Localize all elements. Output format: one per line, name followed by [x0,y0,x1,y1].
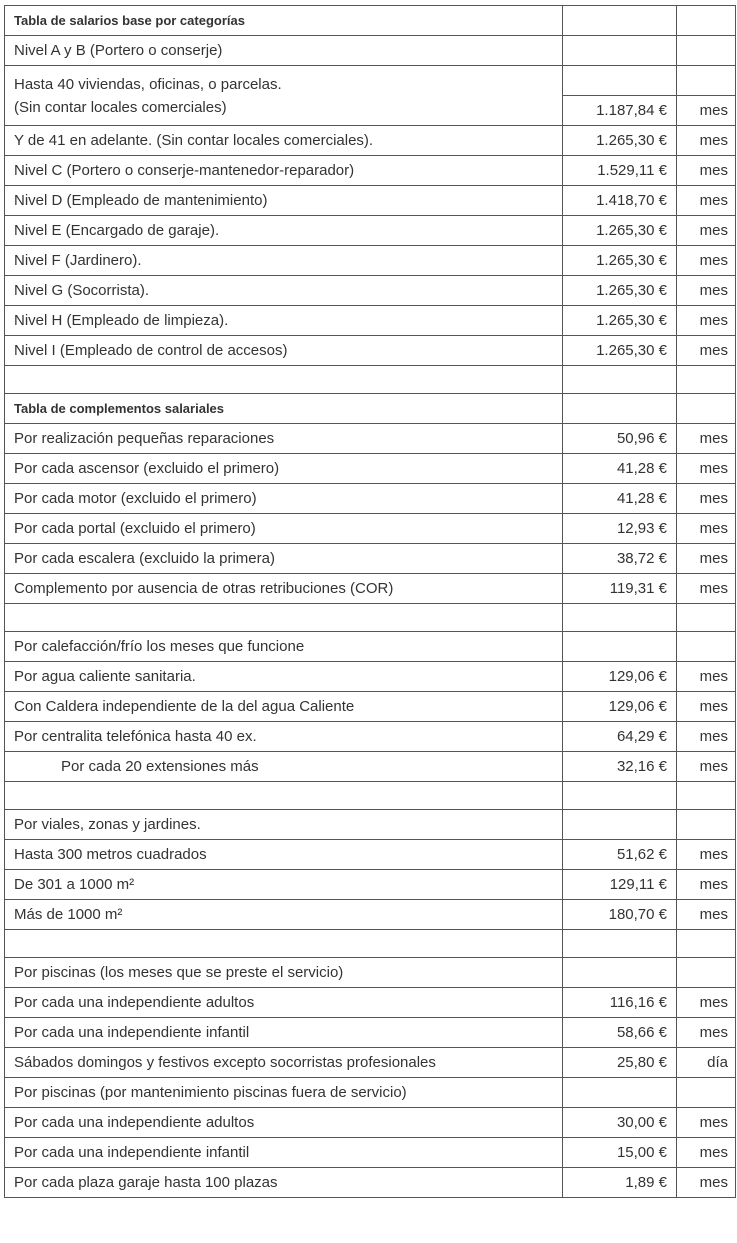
table-row [5,958,736,988]
table-row [5,988,736,1018]
row-label [5,604,563,632]
row-label: Nivel D (Empleado de mantenimiento) [5,186,563,216]
unit-cell: mes [677,424,736,454]
row-label: Por centralita telefónica hasta 40 ex. [5,722,563,752]
amount-cell: 1,89 € [563,1168,677,1198]
amount-cell: 41,28 € [563,484,677,514]
row-label: Por viales, zonas y jardines. [5,810,563,840]
unit-cell: mes [677,1018,736,1048]
row-label: Por piscinas (por mantenimiento piscinas fuera de servicio) [5,1078,563,1108]
unit-cell: mes [677,96,736,126]
amount-cell: 1.265,30 € [563,336,677,366]
amount-cell [563,394,677,424]
amount-cell: 51,62 € [563,840,677,870]
unit-cell: mes [677,484,736,514]
row-label: De 301 a 1000 m² [5,870,563,900]
section-header-row [5,6,736,36]
row-label: Por cada 20 extensiones más [5,752,563,782]
row-label: Hasta 300 metros cuadrados [5,840,563,870]
row-label: Por cada escalera (excluido la primera) [5,544,563,574]
unit-cell: mes [677,1168,736,1198]
table-row [5,1078,736,1108]
table-row [5,752,736,782]
amount-cell [563,782,677,810]
unit-cell [677,604,736,632]
amount-cell [563,958,677,988]
unit-cell: mes [677,544,736,574]
unit-cell: mes [677,900,736,930]
table-row [5,126,736,156]
unit-cell: mes [677,454,736,484]
table-row [5,900,736,930]
amount-cell: 1.529,11 € [563,156,677,186]
amount-cell [563,6,677,36]
table-row [5,1138,736,1168]
table-row [5,692,736,722]
row-label: Por cada motor (excluido el primero) [5,484,563,514]
amount-cell: 58,66 € [563,1018,677,1048]
spacer-row [5,782,736,810]
unit-cell: mes [677,574,736,604]
table-row [5,722,736,752]
row-label: Nivel G (Socorrista). [5,276,563,306]
row-label: Por calefacción/frío los meses que funcione [5,632,563,662]
row-label: Con Caldera independiente de la del agua Caliente [5,692,563,722]
table-row [5,662,736,692]
row-label: Por cada ascensor (excluido el primero) [5,454,563,484]
amount-cell [563,604,677,632]
unit-cell [677,1078,736,1108]
spacer-row [5,604,736,632]
row-label: Por cada una independiente infantil [5,1138,563,1168]
salary-table [4,5,736,1198]
unit-cell: mes [677,276,736,306]
unit-cell: mes [677,156,736,186]
table-row [5,574,736,604]
amount-cell: 15,00 € [563,1138,677,1168]
row-label-line: Hasta 40 viviendas, oficinas, o parcelas. [14,75,282,93]
table-row [5,1048,736,1078]
amount-cell: 1.265,30 € [563,306,677,336]
amount-cell: 1.418,70 € [563,186,677,216]
unit-cell: día [677,1048,736,1078]
row-label: Por cada una independiente adultos [5,988,563,1018]
row-label: Nivel C (Portero o conserje-mantenedor-reparador) [5,156,563,186]
unit-cell: mes [677,336,736,366]
amount-cell [563,366,677,394]
amount-cell: 38,72 € [563,544,677,574]
table-row [5,544,736,574]
table-row [5,1108,736,1138]
table-row [5,216,736,246]
amount-cell [563,36,677,66]
unit-cell: mes [677,870,736,900]
amount-cell: 1.187,84 € [563,96,677,126]
table-row [5,484,736,514]
unit-cell: mes [677,186,736,216]
unit-cell [677,632,736,662]
amount-cell [563,810,677,840]
unit-cell [677,366,736,394]
unit-cell: mes [677,216,736,246]
row-label: Nivel I (Empleado de control de accesos) [5,336,563,366]
amount-cell: 32,16 € [563,752,677,782]
row-label [5,782,563,810]
unit-cell [677,930,736,958]
amount-cell: 1.265,30 € [563,276,677,306]
table-row [5,336,736,366]
amount-cell: 12,93 € [563,514,677,544]
table-row [5,840,736,870]
table-row [5,246,736,276]
table-row [5,1018,736,1048]
row-label: Más de 1000 m² [5,900,563,930]
section-header-row [5,394,736,424]
amount-cell: 41,28 € [563,454,677,484]
unit-cell: mes [677,514,736,544]
unit-cell [677,958,736,988]
unit-cell [677,66,736,96]
table-row [5,870,736,900]
row-label: Nivel A y B (Portero o conserje) [5,36,563,66]
table-row [5,514,736,544]
amount-cell: 116,16 € [563,988,677,1018]
amount-cell [563,930,677,958]
table-row [5,810,736,840]
spacer-row [5,366,736,394]
row-label: Tabla de complementos salariales [5,394,563,424]
unit-cell [677,394,736,424]
unit-cell: mes [677,1138,736,1168]
row-label: Y de 41 en adelante. (Sin contar locales comerciales). [5,126,563,156]
row-label: Por cada una independiente adultos [5,1108,563,1138]
table-row [5,632,736,662]
amount-cell: 129,11 € [563,870,677,900]
table-row [5,454,736,484]
unit-cell [677,782,736,810]
unit-cell: mes [677,306,736,336]
table-row [5,156,736,186]
amount-cell: 129,06 € [563,692,677,722]
row-label: Por piscinas (los meses que se preste el servicio) [5,958,563,988]
row-label-line: (Sin contar locales comerciales) [14,98,227,116]
amount-cell: 30,00 € [563,1108,677,1138]
table-row [5,36,736,66]
row-label: Tabla de salarios base por categorías [5,6,563,36]
row-label: Por cada plaza garaje hasta 100 plazas [5,1168,563,1198]
row-label: Nivel F (Jardinero). [5,246,563,276]
amount-cell: 180,70 € [563,900,677,930]
table-row [5,424,736,454]
table-row [5,1168,736,1198]
amount-cell: 25,80 € [563,1048,677,1078]
row-label [5,366,563,394]
table-row [5,186,736,216]
row-label [5,930,563,958]
row-label: Nivel H (Empleado de limpieza). [5,306,563,336]
unit-cell: mes [677,752,736,782]
unit-cell: mes [677,722,736,752]
table-row [5,306,736,336]
amount-cell [563,1078,677,1108]
amount-cell: 64,29 € [563,722,677,752]
unit-cell: mes [677,840,736,870]
row-label: Por agua caliente sanitaria. [5,662,563,692]
unit-cell [677,810,736,840]
amount-cell [563,632,677,662]
unit-cell: mes [677,246,736,276]
unit-cell: mes [677,662,736,692]
unit-cell: mes [677,692,736,722]
amount-cell: 129,06 € [563,662,677,692]
unit-cell: mes [677,1108,736,1138]
row-label: Nivel E (Encargado de garaje). [5,216,563,246]
unit-cell [677,36,736,66]
amount-cell: 1.265,30 € [563,216,677,246]
spacer-row [5,930,736,958]
unit-cell [677,6,736,36]
unit-cell: mes [677,988,736,1018]
row-label: Complemento por ausencia de otras retribuciones (COR) [5,574,563,604]
table-row [5,66,736,96]
row-label: Por cada portal (excluido el primero) [5,514,563,544]
amount-cell: 1.265,30 € [563,126,677,156]
amount-cell: 1.265,30 € [563,246,677,276]
amount-cell: 50,96 € [563,424,677,454]
row-label: Por cada una independiente infantil [5,1018,563,1048]
amount-cell [563,66,677,96]
row-label [5,66,563,126]
table-row [5,276,736,306]
row-label: Sábados domingos y festivos excepto socorristas profesionales [5,1048,563,1078]
unit-cell: mes [677,126,736,156]
amount-cell: 119,31 € [563,574,677,604]
row-label: Por realización pequeñas reparaciones [5,424,563,454]
